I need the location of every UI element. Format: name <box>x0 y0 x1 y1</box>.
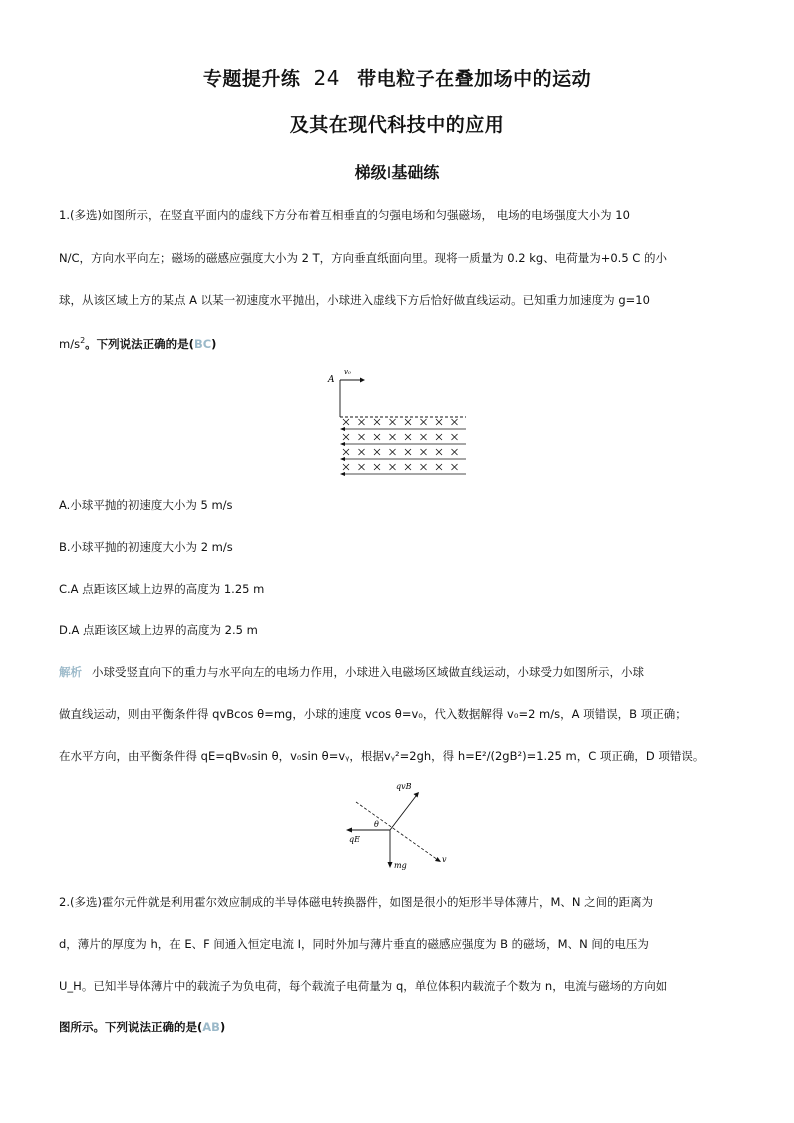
section-right: 基础练 <box>391 163 440 182</box>
analysis-line-1 <box>59 664 744 680</box>
title-number: 24 <box>313 66 340 90</box>
q1-stem-end: 。下列说法正确的是( <box>85 336 194 351</box>
fig2-label-theta: θ <box>374 820 379 829</box>
fig1-magnetic-crosses <box>343 419 458 470</box>
analysis-figure <box>344 780 454 875</box>
fig1-velocity-head <box>360 378 365 383</box>
q1-option-c: C.A 点距该区域上边界的高度为 1.25 m <box>59 582 265 596</box>
q1-line-4 <box>59 333 744 352</box>
title-prefix: 专题提升练 <box>202 68 301 90</box>
q1-option-a: A.小球平抛的初速度大小为 5 m/s <box>59 498 233 512</box>
q2-close: ) <box>219 1020 226 1034</box>
q1-answer: BC <box>193 336 212 351</box>
page-title-line2: 及其在现代科技中的应用 <box>289 114 505 136</box>
title-suffix: 带电粒子在叠加场中的运动 <box>357 68 592 90</box>
q1-unit-sup: 2 <box>80 336 86 345</box>
q2-line-1: 2.(多选)霍尔元件就是利用霍尔效应制成的半导体磁电转换器件，如图是很小的矩形半导体薄片，M、N 之间的距离为 <box>59 895 654 909</box>
fig2-qvb-arrow <box>390 796 416 830</box>
section-heading <box>0 160 794 183</box>
q1-unit: m/s <box>59 336 81 351</box>
section-left: 梯级 <box>354 163 387 182</box>
fig2-label-v: v <box>442 855 447 864</box>
analysis-tag: 解析 <box>59 665 82 679</box>
q1-option-b: B.小球平抛的初速度大小为 2 m/s <box>59 540 233 554</box>
analysis-text-1: 小球受竖直向下的重力与水平向左的电场力作用，小球进入电磁场区域做直线运动，小球受力如图所示，小球 <box>92 665 644 679</box>
q1-line-2: N/C，方向水平向左；磁场的磁感应强度大小为 2 T，方向垂直纸面向里。现将一质量为 0.2 kg、电荷量为+0.5 C 的小 <box>59 251 667 265</box>
page-title-line1 <box>0 64 794 91</box>
q2-line-4 <box>59 1019 744 1035</box>
fig2-velocity-line <box>356 802 438 860</box>
fig2-label-qe: qE <box>349 835 360 844</box>
q1-option-d: D.A 点距该区域上边界的高度为 2.5 m <box>59 623 258 637</box>
q1-line-3: 球，从该区域上方的某点 A 以某一初速度水平抛出，小球进入虚线下方后恰好做直线运动。已知重力加速度为 g=10 <box>59 293 650 307</box>
q1-close: ) <box>211 336 217 351</box>
fig1-label-v0: v₀ <box>344 368 351 376</box>
section-bar: Ⅰ <box>386 163 392 182</box>
analysis-line-3: 在水平方向，由平衡条件得 qE=qBv₀sin θ，v₀sin θ=vᵧ，根据vᵧ²=2gh，得 h=E²/(2gB²)=1.25 m，C 项正确，D 项错误。 <box>59 749 705 763</box>
fig2-label-qvb: qvB <box>396 782 412 791</box>
q2-line-3: U_H。已知半导体薄片中的载流子为负电荷，每个载流子电荷量为 q，单位体积内载流子个数为 n，电流与磁场的方向如 <box>59 979 668 993</box>
q2-stem-end: 图所示。下列说法正确的是( <box>59 1020 203 1034</box>
q1-figure <box>320 364 480 478</box>
q1-line-1: 1.(多选)如图所示，在竖直平面内的虚线下方分布着互相垂直的匀强电场和匀强磁场， 电场的电场强度大小为 10 <box>59 208 630 222</box>
analysis-line-2: 做直线运动，则由平衡条件得 qvBcos θ=mg，小球的速度 vcos θ=v₀，代入数据解得 v₀=2 m/s，A 项错误，B 项正确； <box>59 707 687 721</box>
q2-answer: AB <box>202 1020 220 1034</box>
fig1-label-A: A <box>328 375 335 385</box>
fig2-label-mg: mg <box>394 861 407 870</box>
q2-line-2: d，薄片的厚度为 h，在 E、F 间通入恒定电流 I，同时外加与薄片垂直的磁感应强度为 B 的磁场，M、N 间的电压为 <box>59 937 649 951</box>
